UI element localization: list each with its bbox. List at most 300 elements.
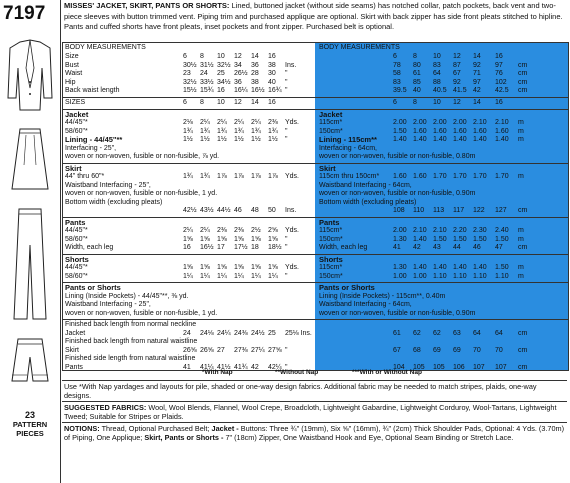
metric-value-cell: 1.60: [413, 127, 427, 135]
row-divider: [63, 163, 568, 164]
value-cell: 31½: [200, 61, 214, 69]
value-cell: 1⅝: [200, 264, 210, 271]
value-cell: 1¾: [268, 127, 278, 135]
pieces-count: 23: [24, 410, 35, 420]
value-cell: 16: [268, 53, 276, 60]
value-cell: 1¾: [200, 127, 210, 135]
metric-value-cell: 1.60: [473, 127, 487, 135]
value-cell: 16: [268, 98, 276, 106]
row-label: 58/60"*: [65, 235, 88, 243]
metric-value-cell: 1.40: [453, 136, 467, 143]
metric-value-cell: 1.10: [495, 272, 509, 280]
value-cell: 26⅝: [183, 346, 197, 354]
metric-value-cell: 105: [413, 363, 425, 371]
metric-value-cell: 40: [413, 87, 421, 94]
suggested-fabrics: [62, 401, 567, 422]
metric-value-cell: 92: [473, 61, 481, 69]
value-cell: 14: [251, 98, 259, 106]
left-sketch-column: [0, 0, 61, 483]
row-divider: [63, 319, 568, 320]
yardage-table: [62, 42, 569, 371]
metric-row-label: 115cm*: [319, 119, 343, 126]
row-label: Finished back length from normal neckline: [65, 321, 197, 328]
metric-unit-cell: cm: [518, 346, 528, 354]
value-cell: 17: [217, 244, 225, 251]
value-cell: 1½: [200, 136, 210, 143]
value-cell: 1⅝: [217, 235, 227, 243]
row-divider: [63, 217, 568, 218]
notions-jacket-label: Jacket -: [211, 424, 239, 433]
metric-unit-cell: cm: [518, 78, 528, 86]
value-cell: 1¼: [234, 272, 244, 280]
value-cell: 36: [234, 78, 242, 86]
value-cell: 2¼: [200, 119, 210, 126]
metric-value-cell: 88: [433, 78, 441, 86]
metric-value-cell: 68: [413, 346, 421, 354]
value-cell: 1⅝: [268, 235, 278, 243]
value-cell: 14: [251, 53, 259, 60]
metric-value-cell: 1.30: [393, 235, 407, 243]
pattern-description: [64, 1, 568, 33]
metric-value-cell: 69: [453, 346, 461, 354]
metric-value-cell: 2.10: [473, 119, 487, 126]
without-nap-label: **Without Nap: [275, 369, 319, 376]
notions-sps-text: 7" (18cm) Zipper, One Waistband Hook and Eye, Optional Seam Binding or Stretch Lace.: [225, 433, 514, 442]
metric-value-cell: 87: [453, 61, 461, 69]
row-label: Size: [65, 53, 79, 60]
metric-row-label: Bottom width (excluding pleats): [319, 198, 417, 206]
value-cell: 24⅜: [234, 329, 248, 337]
unit-cell: ": [285, 363, 288, 371]
metric-unit-cell: cm: [518, 363, 528, 371]
pattern-number: 7197: [3, 3, 46, 24]
metric-value-cell: 1.70: [453, 173, 467, 180]
metric-value-cell: 70: [495, 346, 503, 354]
value-cell: 1⅞: [251, 173, 261, 180]
metric-unit-cell: m: [518, 119, 524, 126]
value-cell: 1½: [217, 136, 227, 143]
metric-value-cell: 2.10: [433, 227, 447, 234]
metric-value-cell: 1.60: [495, 127, 509, 135]
metric-value-cell: 1.40: [433, 136, 447, 143]
metric-value-cell: 61: [393, 329, 401, 337]
description-text: Lined, buttoned jacket (without side seams) has notched collar, patch pockets, back vent and two-piece sleeves with button trimmed vent. Piping trim and purchased applique are optional. Skirt with back zipper has side front pleats stitched to hipline. Pants and cuffed shorts have front pleats, inset pockets and front zipper. Purchased belt is optional.: [64, 1, 563, 31]
row-label: Pants: [65, 363, 83, 371]
metric-value-cell: 47: [495, 244, 503, 251]
value-cell: 27⅝: [268, 346, 282, 354]
unit-cell: Yds.: [285, 119, 300, 126]
row-label: Waistband Interfacing - 25",: [65, 181, 151, 189]
unit-cell: ": [285, 87, 288, 94]
metric-value-cell: 1.50: [453, 235, 467, 243]
row-label: Finished side length from natural waistline: [65, 355, 196, 362]
value-cell: 12: [234, 98, 242, 106]
metric-row-label: Pants: [319, 217, 340, 227]
row-divider: [63, 254, 568, 255]
metric-value-cell: 92: [453, 78, 461, 86]
value-cell: 1⅝: [183, 264, 193, 271]
metric-value-cell: 122: [473, 207, 485, 214]
metric-row-label: 115cm*: [319, 227, 343, 234]
metric-row-label: Width, each leg: [319, 244, 368, 251]
metric-row-label: BODY MEASUREMENTS: [319, 44, 400, 51]
metric-row-label: woven or non-woven, fusible or non-fusible, 0.90m: [319, 190, 476, 197]
metric-value-cell: 2.00: [453, 119, 467, 126]
metric-value-cell: 8: [413, 98, 417, 106]
metric-value-cell: 1.50: [473, 235, 487, 243]
value-cell: 16: [183, 244, 191, 251]
row-label: BODY MEASUREMENTS: [65, 44, 146, 51]
metric-value-cell: 104: [393, 363, 405, 371]
metric-unit-cell: m: [518, 235, 524, 243]
metric-value-cell: 62: [413, 329, 421, 337]
metric-value-cell: 78: [393, 61, 401, 69]
row-label: Jacket: [65, 329, 86, 337]
metric-value-cell: 1.60: [433, 127, 447, 135]
value-cell: 8: [200, 98, 204, 106]
metric-value-cell: 1.10: [473, 272, 487, 280]
unit-cell: Yds.: [285, 173, 300, 180]
value-cell: 26½: [234, 70, 248, 77]
pants-sketch-icon: [6, 205, 54, 325]
value-cell: 41¼: [200, 363, 214, 371]
metric-value-cell: 1.40: [495, 136, 509, 143]
with-nap-label: *With Nap: [202, 369, 233, 376]
value-cell: 43½: [200, 207, 214, 214]
metric-value-cell: 1.40: [453, 264, 467, 271]
metric-value-cell: 1.70: [433, 173, 447, 180]
metric-unit-cell: m: [518, 272, 524, 280]
metric-row-label: Lining - 115cm**: [319, 135, 377, 144]
metric-value-cell: 105: [433, 363, 445, 371]
row-label: Pants or Shorts: [65, 283, 121, 292]
value-cell: 25: [268, 329, 276, 337]
value-cell: 24: [200, 70, 208, 77]
metric-value-cell: 6: [393, 53, 397, 60]
metric-row-label: 150cm*: [319, 235, 343, 243]
row-label: 44/45"*: [65, 119, 88, 126]
value-cell: 25: [217, 70, 225, 77]
unit-cell: ": [285, 127, 288, 135]
row-label: Back waist length: [65, 87, 120, 94]
value-cell: 16¾: [268, 87, 282, 94]
unit-cell: 25⅛ Ins.: [285, 329, 312, 337]
value-cell: 1⅝: [251, 235, 261, 243]
value-cell: 1¼: [217, 272, 227, 280]
metric-value-cell: 14: [473, 98, 481, 106]
metric-value-cell: 1.40: [393, 136, 407, 143]
value-cell: 27: [217, 346, 225, 354]
value-cell: 28: [251, 70, 259, 77]
metric-value-cell: 12: [453, 98, 461, 106]
metric-value-cell: 76: [495, 70, 503, 77]
skirt-sketch-icon: [6, 125, 54, 195]
metric-value-cell: 2.00: [433, 119, 447, 126]
value-cell: 23: [183, 70, 191, 77]
metric-row-label: Waistband Interfacing - 64cm,: [319, 301, 412, 308]
row-label: Bottom width (excluding pleats): [65, 198, 163, 206]
metric-value-cell: 67: [393, 346, 401, 354]
metric-value-cell: 1.70: [495, 173, 509, 180]
metric-value-cell: 67: [453, 70, 461, 77]
metric-value-cell: 2.20: [453, 227, 467, 234]
metric-unit-cell: m: [518, 264, 524, 271]
notions-jacket-text: Buttons: Three ¾" (19mm), Six ⅝" (16mm), ¾" (2cm) Thick Shoulder Pads, Optional: 4 Yds. (3.70m) of Piping, One Applique;: [64, 424, 565, 442]
value-cell: 16¼: [234, 87, 248, 94]
metric-value-cell: 70: [473, 346, 481, 354]
value-cell: 2¼: [200, 227, 210, 234]
metric-value-cell: 2.40: [495, 227, 509, 234]
metric-unit-cell: m: [518, 173, 524, 180]
metric-value-cell: 108: [393, 207, 405, 214]
value-cell: 36: [251, 61, 259, 69]
unit-cell: ": [285, 346, 288, 354]
notions-sps-label: Skirt, Pants or Shorts -: [144, 433, 224, 442]
metric-row-label: Waistband Interfacing - 64cm,: [319, 181, 412, 189]
metric-row-label: 150cm*: [319, 127, 343, 135]
fabrics-text: Wool, Wool Blends, Flannel, Wool Crepe, Broadcloth, Lightweight Gabardine, Lightweight Corduroy, Wool-Tartans, Lightweight Tweed; Suitable for Stripes or Plaids.: [64, 403, 557, 421]
row-divider: [63, 282, 568, 283]
metric-value-cell: 113: [433, 207, 445, 214]
metric-row-label: 150cm*: [319, 272, 343, 280]
metric-value-cell: 8: [413, 53, 417, 60]
row-label: woven or non-woven, fusible or non-fusible, ⅞ yd.: [65, 153, 220, 160]
row-label: Hip: [65, 78, 76, 86]
metric-value-cell: 41: [393, 244, 401, 251]
metric-value-cell: 58: [393, 70, 401, 77]
metric-value-cell: 110: [413, 207, 425, 214]
metric-value-cell: 83: [433, 61, 441, 69]
value-cell: 32½: [217, 61, 231, 69]
metric-value-cell: 127: [495, 207, 507, 214]
metric-value-cell: 39.5: [393, 87, 407, 94]
metric-value-cell: 1.00: [413, 272, 427, 280]
row-label: Skirt: [65, 163, 82, 173]
metric-value-cell: 2.00: [393, 227, 407, 234]
metric-row-label: Interfacing - 64cm,: [319, 144, 377, 152]
value-cell: 1¼: [268, 272, 278, 280]
value-cell: 1¼: [200, 272, 210, 280]
metric-row-label: 115cm thru 150cm*: [319, 173, 380, 180]
value-cell: 30½: [183, 61, 197, 69]
value-cell: 27¼: [251, 346, 265, 354]
value-cell: 42: [251, 363, 259, 371]
value-cell: 41½: [217, 363, 231, 371]
row-label: Jacket: [65, 109, 89, 119]
row-label: 44" thru 60"*: [65, 173, 105, 180]
notes-section: [62, 380, 567, 443]
value-cell: 1⅞: [268, 173, 278, 180]
row-label: Finished back length from natural waistline: [65, 338, 198, 345]
metric-value-cell: 1.50: [495, 235, 509, 243]
row-label: 58/60"*: [65, 127, 88, 135]
metric-unit-cell: m: [518, 127, 524, 135]
metric-value-cell: 64: [433, 70, 441, 77]
metric-value-cell: 1.00: [393, 272, 407, 280]
value-cell: 1½: [234, 136, 244, 143]
nap-legend: [62, 369, 567, 379]
unit-cell: Ins.: [285, 61, 297, 69]
value-cell: 2⅝: [268, 227, 278, 234]
value-cell: 1⅝: [200, 235, 210, 243]
row-label: SIZES: [65, 98, 86, 106]
value-cell: 2⅜: [217, 227, 227, 234]
value-cell: 1⅝: [217, 264, 227, 271]
value-cell: 10: [217, 98, 225, 106]
value-cell: 1⅝: [251, 264, 261, 271]
value-cell: 1¾: [251, 127, 261, 135]
row-label: Bust: [65, 61, 80, 69]
value-cell: 1½: [251, 136, 261, 143]
value-cell: 12: [234, 53, 242, 60]
row-label: Pants: [65, 217, 86, 227]
metric-value-cell: 64: [473, 329, 481, 337]
metric-value-cell: 64: [495, 329, 503, 337]
value-cell: 50: [268, 207, 276, 214]
value-cell: 30: [268, 70, 276, 77]
metric-value-cell: 1.10: [453, 272, 467, 280]
value-cell: 1½: [268, 136, 278, 143]
value-cell: 1¾: [183, 127, 193, 135]
value-cell: 38: [268, 61, 276, 69]
metric-row-label: Lining (Inside Pockets) - 115cm**, 0.40m: [319, 292, 446, 300]
metric-value-cell: 1.40: [413, 264, 427, 271]
row-divider: [63, 109, 568, 110]
metric-value-cell: 85: [413, 78, 421, 86]
value-cell: 24⅛: [200, 329, 214, 337]
unit-cell: ": [285, 272, 288, 280]
unit-cell: Yds.: [285, 227, 300, 234]
row-label: Lining - 44/45"**: [65, 135, 123, 144]
metric-unit-cell: cm: [518, 244, 528, 251]
nap-note: Use *With Nap yardages and layouts for pile, shaded or one-way design fabrics. Additional fabric may be needed to match stripes, plaids, one-way designs.: [62, 380, 567, 401]
metric-row-label: 115cm*: [319, 264, 343, 271]
metric-unit-cell: m: [518, 136, 524, 143]
metric-value-cell: 80: [413, 61, 421, 69]
metric-unit-cell: cm: [518, 61, 528, 69]
metric-value-cell: 1.60: [393, 173, 407, 180]
value-cell: 44½: [217, 207, 231, 214]
value-cell: 34: [234, 61, 242, 69]
value-cell: 24: [183, 329, 191, 337]
metric-value-cell: 1.50: [495, 264, 509, 271]
value-cell: 16½: [200, 244, 214, 251]
value-cell: 33½: [200, 78, 214, 86]
value-cell: 2⅜: [268, 119, 278, 126]
metric-value-cell: 10: [433, 53, 441, 60]
row-divider: [63, 97, 568, 98]
row-label: woven or non-woven, fusible or non-fusible, 1 yd.: [65, 309, 218, 317]
value-cell: 2⅜: [234, 227, 244, 234]
metric-value-cell: 41.5: [453, 87, 467, 94]
metric-value-cell: 46: [473, 244, 481, 251]
metric-row-label: woven or non-woven, fusible or non-fusible, 0.90m: [319, 309, 476, 317]
metric-value-cell: 1.30: [393, 264, 407, 271]
row-label: Lining (Inside Pockets) - 44/45"**, ⅜ yd.: [65, 292, 189, 300]
unit-cell: ": [285, 244, 288, 251]
value-cell: 18: [251, 244, 259, 251]
metric-value-cell: 69: [433, 346, 441, 354]
metric-value-cell: 61: [413, 70, 421, 77]
value-cell: 18½: [268, 244, 282, 251]
metric-value-cell: 1.40: [433, 264, 447, 271]
value-cell: 6: [183, 98, 187, 106]
value-cell: 41¾: [234, 363, 248, 371]
metric-value-cell: 71: [473, 70, 481, 77]
value-cell: 1⅞: [234, 173, 244, 180]
value-cell: 10: [217, 53, 225, 60]
unit-cell: ": [285, 78, 288, 86]
metric-value-cell: 62: [433, 329, 441, 337]
metric-row-label: Skirt: [319, 163, 336, 173]
row-label: Width, each leg: [65, 244, 114, 251]
metric-value-cell: 1.70: [473, 173, 487, 180]
metric-value-cell: 107: [495, 363, 507, 371]
metric-row-label: Pants or Shorts: [319, 283, 375, 292]
value-cell: 1¾: [217, 127, 227, 135]
value-cell: 40: [268, 78, 276, 86]
metric-value-cell: 1.10: [433, 272, 447, 280]
value-cell: 1¼: [251, 272, 261, 280]
value-cell: 1¾: [200, 173, 210, 180]
metric-value-cell: 1.60: [413, 173, 427, 180]
shorts-sketch-icon: [6, 335, 54, 395]
metric-value-cell: 14: [473, 53, 481, 60]
value-cell: 38: [251, 78, 259, 86]
metric-value-cell: 117: [453, 207, 465, 214]
notions-text: Thread, Optional Purchased Belt;: [101, 424, 210, 433]
value-cell: 16: [217, 87, 225, 94]
value-cell: 16½: [251, 87, 265, 94]
unit-cell: Ins.: [285, 207, 297, 214]
row-label: Waist: [65, 70, 83, 77]
metric-value-cell: 107: [473, 363, 485, 371]
metric-value-cell: 12: [453, 53, 461, 60]
metric-value-cell: 1.40: [473, 264, 487, 271]
metric-value-cell: 40.5: [433, 87, 447, 94]
with-or-without-nap-label: ***With or Without Nap: [352, 369, 422, 376]
metric-value-cell: 1.40: [413, 235, 427, 243]
metric-value-cell: 1.40: [473, 136, 487, 143]
value-cell: 34½: [217, 78, 231, 86]
jacket-sketch-icon: [6, 38, 54, 116]
value-cell: 24½: [251, 329, 265, 337]
value-cell: 46: [234, 207, 242, 214]
metric-value-cell: 2.10: [495, 119, 509, 126]
metric-value-cell: 42: [413, 244, 421, 251]
row-label: woven or non-woven, fusible or non-fusible, 1 yd.: [65, 190, 218, 197]
pieces-text: PATTERN PIECES: [12, 420, 48, 438]
value-cell: 41: [183, 363, 191, 371]
value-cell: 1¾: [234, 127, 244, 135]
value-cell: 2¼: [251, 119, 261, 126]
row-label: Waistband Interfacing - 25",: [65, 301, 151, 308]
metric-value-cell: 6: [393, 98, 397, 106]
row-label: 44/45"*: [65, 264, 88, 271]
value-cell: 27⅜: [234, 346, 248, 354]
metric-row-label: Shorts: [319, 254, 343, 264]
metric-value-cell: 16: [495, 98, 503, 106]
value-cell: 15½: [183, 87, 197, 94]
metric-value-cell: 97: [473, 78, 481, 86]
row-label: Skirt: [65, 346, 79, 354]
value-cell: 8: [200, 53, 204, 60]
metric-unit-cell: m: [518, 227, 524, 234]
metric-value-cell: 1.40: [413, 136, 427, 143]
row-label: Shorts: [65, 254, 89, 264]
value-cell: 1⅝: [268, 264, 278, 271]
metric-value-cell: 42.5: [495, 87, 509, 94]
